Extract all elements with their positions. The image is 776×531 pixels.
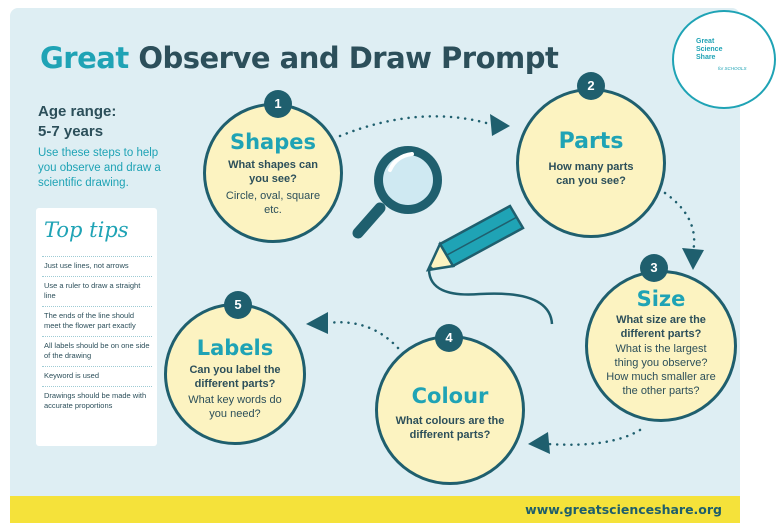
step-labels-circle xyxy=(164,303,306,445)
step-colour-circle xyxy=(375,335,525,485)
pencil-icon xyxy=(428,206,552,324)
title-rest: Observe and Draw Prompt xyxy=(128,41,559,75)
arrow-head-icon xyxy=(490,114,510,136)
step-colour-question: What colours are the different parts? xyxy=(395,415,505,441)
step-shapes-circle xyxy=(203,103,343,243)
age-range-value: 5-7 years xyxy=(38,123,104,140)
step-number-5: 5 xyxy=(224,291,252,319)
step-labels-question: Can you label the different parts? xyxy=(189,364,281,390)
tip-item: Keyword is used xyxy=(42,366,152,386)
step-shapes-content xyxy=(206,106,340,217)
step-size-heading: Size xyxy=(636,287,686,311)
footer-bar xyxy=(10,496,740,523)
step-parts-circle xyxy=(516,88,666,238)
step-size-content xyxy=(588,273,734,398)
step-shapes-detail: Circle, oval, square etc. xyxy=(225,190,321,216)
step-colour-heading: Colour xyxy=(411,384,489,408)
step-number-1: 1 xyxy=(264,90,292,118)
step-colour-content xyxy=(378,338,522,442)
step-number-2: 2 xyxy=(577,72,605,100)
step-parts-content xyxy=(519,91,663,188)
step-size-circle xyxy=(585,270,737,422)
tip-item: Drawings should be made with accurate proportions xyxy=(42,386,152,416)
arrow-3-to-4 xyxy=(548,430,640,445)
website-link[interactable]: www.greatscienceshare.org xyxy=(525,502,722,517)
step-labels-content xyxy=(167,306,303,421)
arrow-head-icon xyxy=(528,432,550,454)
age-range-label: Age range: xyxy=(38,103,117,120)
magnifying-glass-icon xyxy=(358,146,442,233)
tip-item: Use a ruler to draw a straight line xyxy=(42,276,152,306)
step-parts-question: How many parts can you see? xyxy=(548,161,634,187)
logo-subtext: for SCHOOLS xyxy=(718,66,747,71)
arrow-1-to-2 xyxy=(340,116,490,136)
tip-item: Just use lines, not arrows xyxy=(42,256,152,276)
arrow-head-icon xyxy=(306,312,328,334)
step-labels-detail: What key words do you need? xyxy=(188,394,282,420)
decorations xyxy=(10,8,740,496)
logo-text: Great Science Share xyxy=(696,38,723,61)
top-tips-title: Top tips xyxy=(44,218,129,242)
step-size-question: What size are the different parts? xyxy=(616,314,706,340)
arrow-2-to-3 xyxy=(665,193,694,252)
tip-item: The ends of the line should meet the flower part exactly xyxy=(42,306,152,336)
title-accent: Great xyxy=(40,41,129,75)
tip-item: All labels should be on one side of the drawing xyxy=(42,336,152,366)
step-shapes-question: What shapes can you see? xyxy=(228,159,318,185)
step-number-3: 3 xyxy=(640,254,668,282)
poster-panel xyxy=(10,8,747,496)
step-labels-heading: Labels xyxy=(196,336,274,360)
step-number-4: 4 xyxy=(435,324,463,352)
arrow-head-icon xyxy=(682,248,704,270)
step-shapes-heading: Shapes xyxy=(229,130,317,154)
intro-text: Use these steps to help you observe and draw a scientific drawing. xyxy=(38,147,161,189)
step-parts-heading: Parts xyxy=(558,129,624,154)
step-size-detail: What is the largest thing you observe? How much smaller are the other parts? xyxy=(606,343,716,397)
